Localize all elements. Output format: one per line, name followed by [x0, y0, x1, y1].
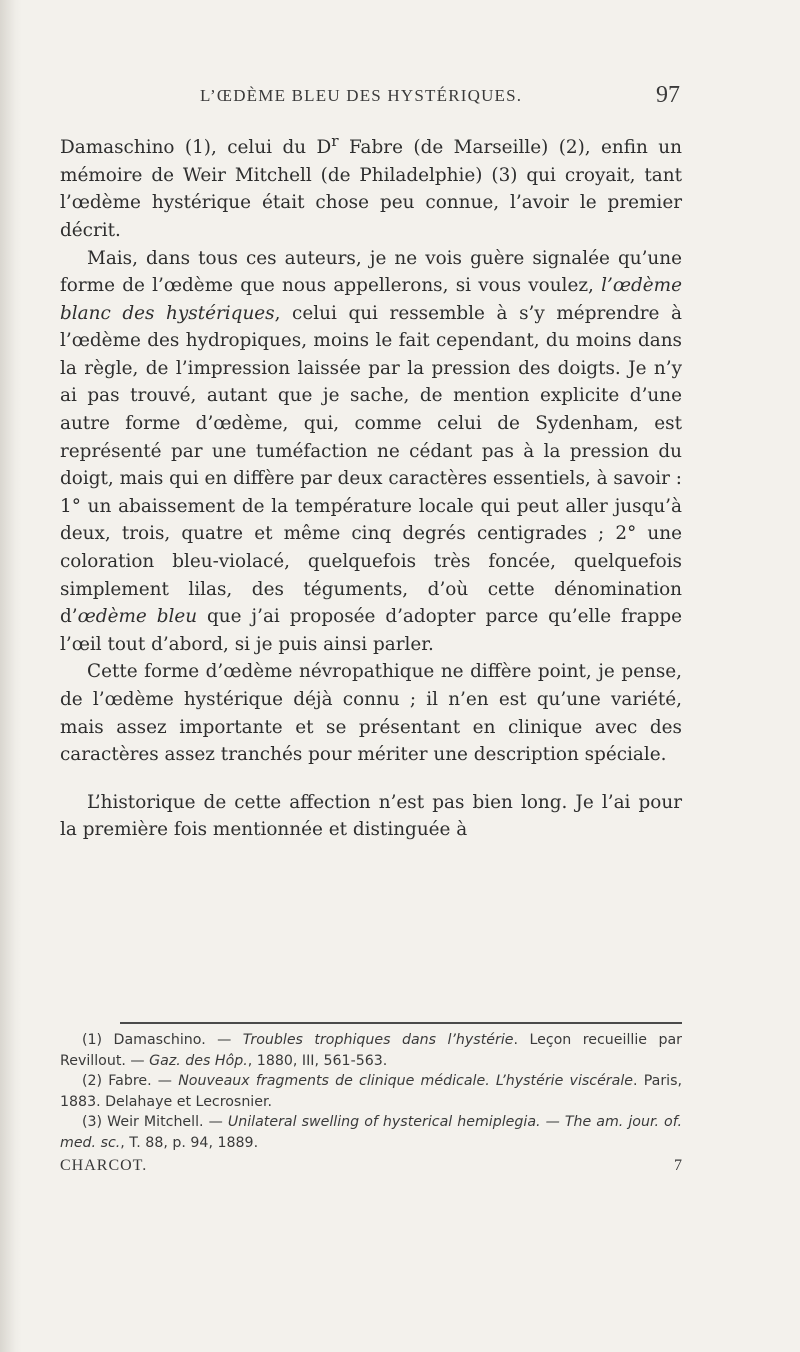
text-run: , celui qui ressemble à s’y méprendre à l’œdème des hydropiques, moins le fait cependant, du moins dans la règle, de l’impression laissée par la pression des doigts. Je n’y ai pas trouvé, autant que je sache, de mention explicite d’une autre forme d’œdème, qui, comme celui de Sydenham, est représenté par une tuméfaction ne cédant pas à la pression du doigt, mais qui en diffère par deux caractères essentiels, à savoir : 1° un abaissement de la température locale qui peut aller jusqu’à deux, trois, quatre et même cinq degrés centigrades ; 2° une coloration bleu-violacé, quelquefois très foncée, quelquefois simplement lilas, des téguments, d’où cette dénomination d’	[60, 302, 682, 628]
running-head	[90, 82, 680, 112]
footnotes	[60, 1030, 682, 1153]
footnote	[60, 1030, 682, 1071]
page-binding-edge	[0, 0, 22, 1352]
italic-text: Unilateral swelling of hysterical hemiplegia. — The am. jour. of. med. sc.	[60, 1114, 682, 1151]
text-run: (3) Weir Mitchell. —	[82, 1114, 228, 1130]
paragraph	[60, 789, 682, 844]
italic-text: Troubles trophiques dans l’hystérie	[242, 1032, 514, 1048]
italic-text: l’œdème blanc des hystériques	[60, 275, 682, 324]
footnote	[60, 1071, 682, 1112]
signature-line	[60, 1157, 682, 1179]
signature-author: CHARCOT.	[60, 1157, 148, 1174]
text-run: Fabre (de Marseille) (2), enfin un mémoire de Weir Mitchell (de Philadelphie) (3) qui croyait, tant l’œdème hystérique était chose peu connue, l’avoir le premier décrit.	[60, 137, 682, 241]
footnote	[60, 1112, 682, 1153]
text-run: (1) Damaschino. —	[82, 1032, 243, 1048]
text-run: (2) Fabre. —	[82, 1073, 179, 1089]
running-head-title: L’ŒDÈME BLEU DES HYSTÉRIQUES.	[200, 86, 523, 105]
body-text	[60, 128, 682, 844]
italic-text: œdème bleu	[77, 606, 198, 628]
text-run: Mais, dans tous ces auteurs, je ne vois guère signalée qu’une forme de l’œdème que nous appellerons, si vous voulez,	[60, 247, 682, 297]
footnote-rule	[120, 1022, 682, 1024]
text-run: . Leçon recueillie par Revillout. —	[60, 1032, 682, 1069]
signature-sheet-number: 7	[674, 1157, 682, 1174]
italic-text: Gaz. des Hôp.	[149, 1052, 248, 1069]
text-run: , 1880, III, 561-563.	[247, 1052, 388, 1069]
italic-text: Nouveaux fragments de clinique médicale. L’hystérie viscérale	[178, 1073, 633, 1089]
text-run: Damaschino (1), celui du D	[60, 137, 332, 159]
paragraph	[60, 658, 682, 768]
paragraph	[60, 245, 682, 659]
text-run: L’historique de cette affection n’est pas bien long. Je l’ai pour la première fois mentionnée et distinguée à	[60, 791, 682, 841]
page-number: 97	[656, 82, 680, 108]
text-run: , T. 88, p. 94, 1889.	[120, 1134, 259, 1151]
superscript-text: r	[331, 132, 339, 150]
text-run: Cette forme d’œdème névropathique ne diffère point, je pense, de l’œdème hystérique déjà connu ; il n’en est qu’une variété, mais assez importante et se présentant en clinique avec des caractères assez tranchés pour mériter une description spéciale.	[60, 661, 682, 766]
text-run: que j’ai proposée d’adopter parce qu’elle frappe l’œil tout d’abord, si je puis ainsi parler.	[60, 606, 683, 655]
paragraph	[60, 128, 682, 245]
text-run: . Paris, 1883. Delahaye et Lecrosnier.	[60, 1073, 682, 1110]
